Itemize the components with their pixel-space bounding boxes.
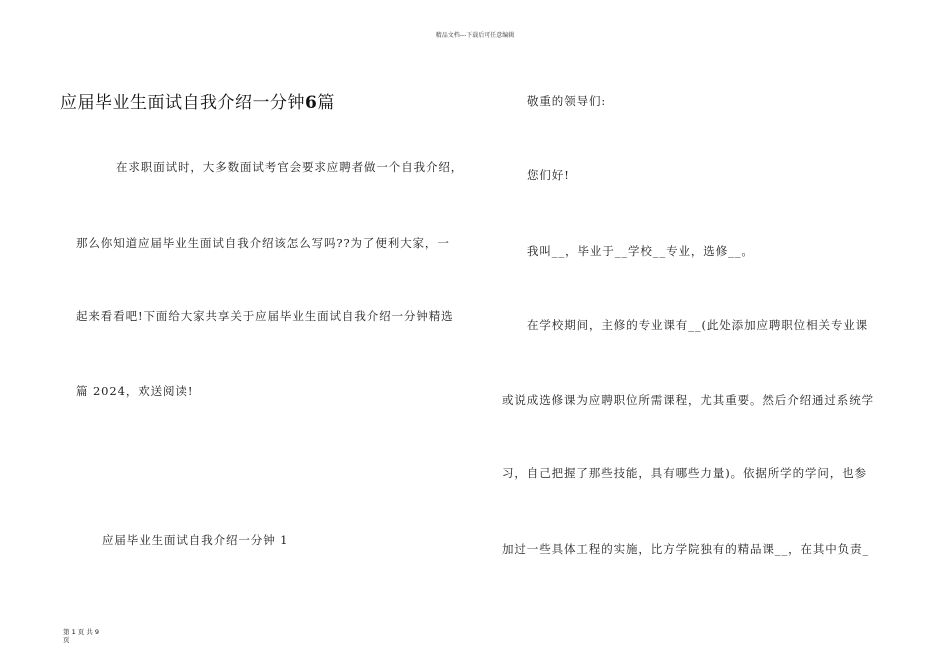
page-title <box>60 88 335 113</box>
right-line-1: 敬重的领导们: <box>527 94 607 108</box>
intro-line-1: 在求职面试时，大多数面试考官会要求应聘者做一个自我介绍， <box>116 160 464 174</box>
right-line-3: 我叫__，毕业于__学校__专业，选修__。 <box>527 244 754 258</box>
right-line-6: 习，自己把握了那些技能，具有哪些力量)。依据所学的学问，也参 <box>502 466 867 480</box>
intro-line-3: 起来看看吧!下面给大家共享关于应届毕业生面试自我介绍一分钟精选 <box>76 309 454 323</box>
page-number <box>63 628 113 644</box>
section-heading: 应届毕业生面试自我介绍一分钟 1 <box>102 533 289 547</box>
intro-line-2: 那么你知道应届毕业生面试自我介绍该怎么写吗??为了便利大家，一 <box>76 236 450 250</box>
right-line-4: 在学校期间，主修的专业课有__(此处添加应聘职位相关专业课 <box>527 318 869 332</box>
title-number: 6 <box>305 93 318 113</box>
header-note: 精品文档---下载后可任意编辑 <box>435 32 515 39</box>
right-line-2: 您们好! <box>527 168 570 182</box>
page-number-line-1: 第 1 页 共 9 <box>63 628 100 636</box>
title-text: 应届毕业生面试自我介绍一分钟 <box>60 93 305 113</box>
right-line-5: 或说成选修课为应聘职位所需课程，尤其重要。然后介绍通过系统学 <box>502 393 874 407</box>
page-number-line-2: 页 <box>63 636 70 644</box>
intro-line-4: 篇 2024，欢送阅读! <box>76 384 194 398</box>
right-line-7: 加过一些具体工程的实施，比方学院独有的精品课__，在其中负责_ <box>502 542 870 556</box>
title-suffix: 篇 <box>317 93 335 113</box>
